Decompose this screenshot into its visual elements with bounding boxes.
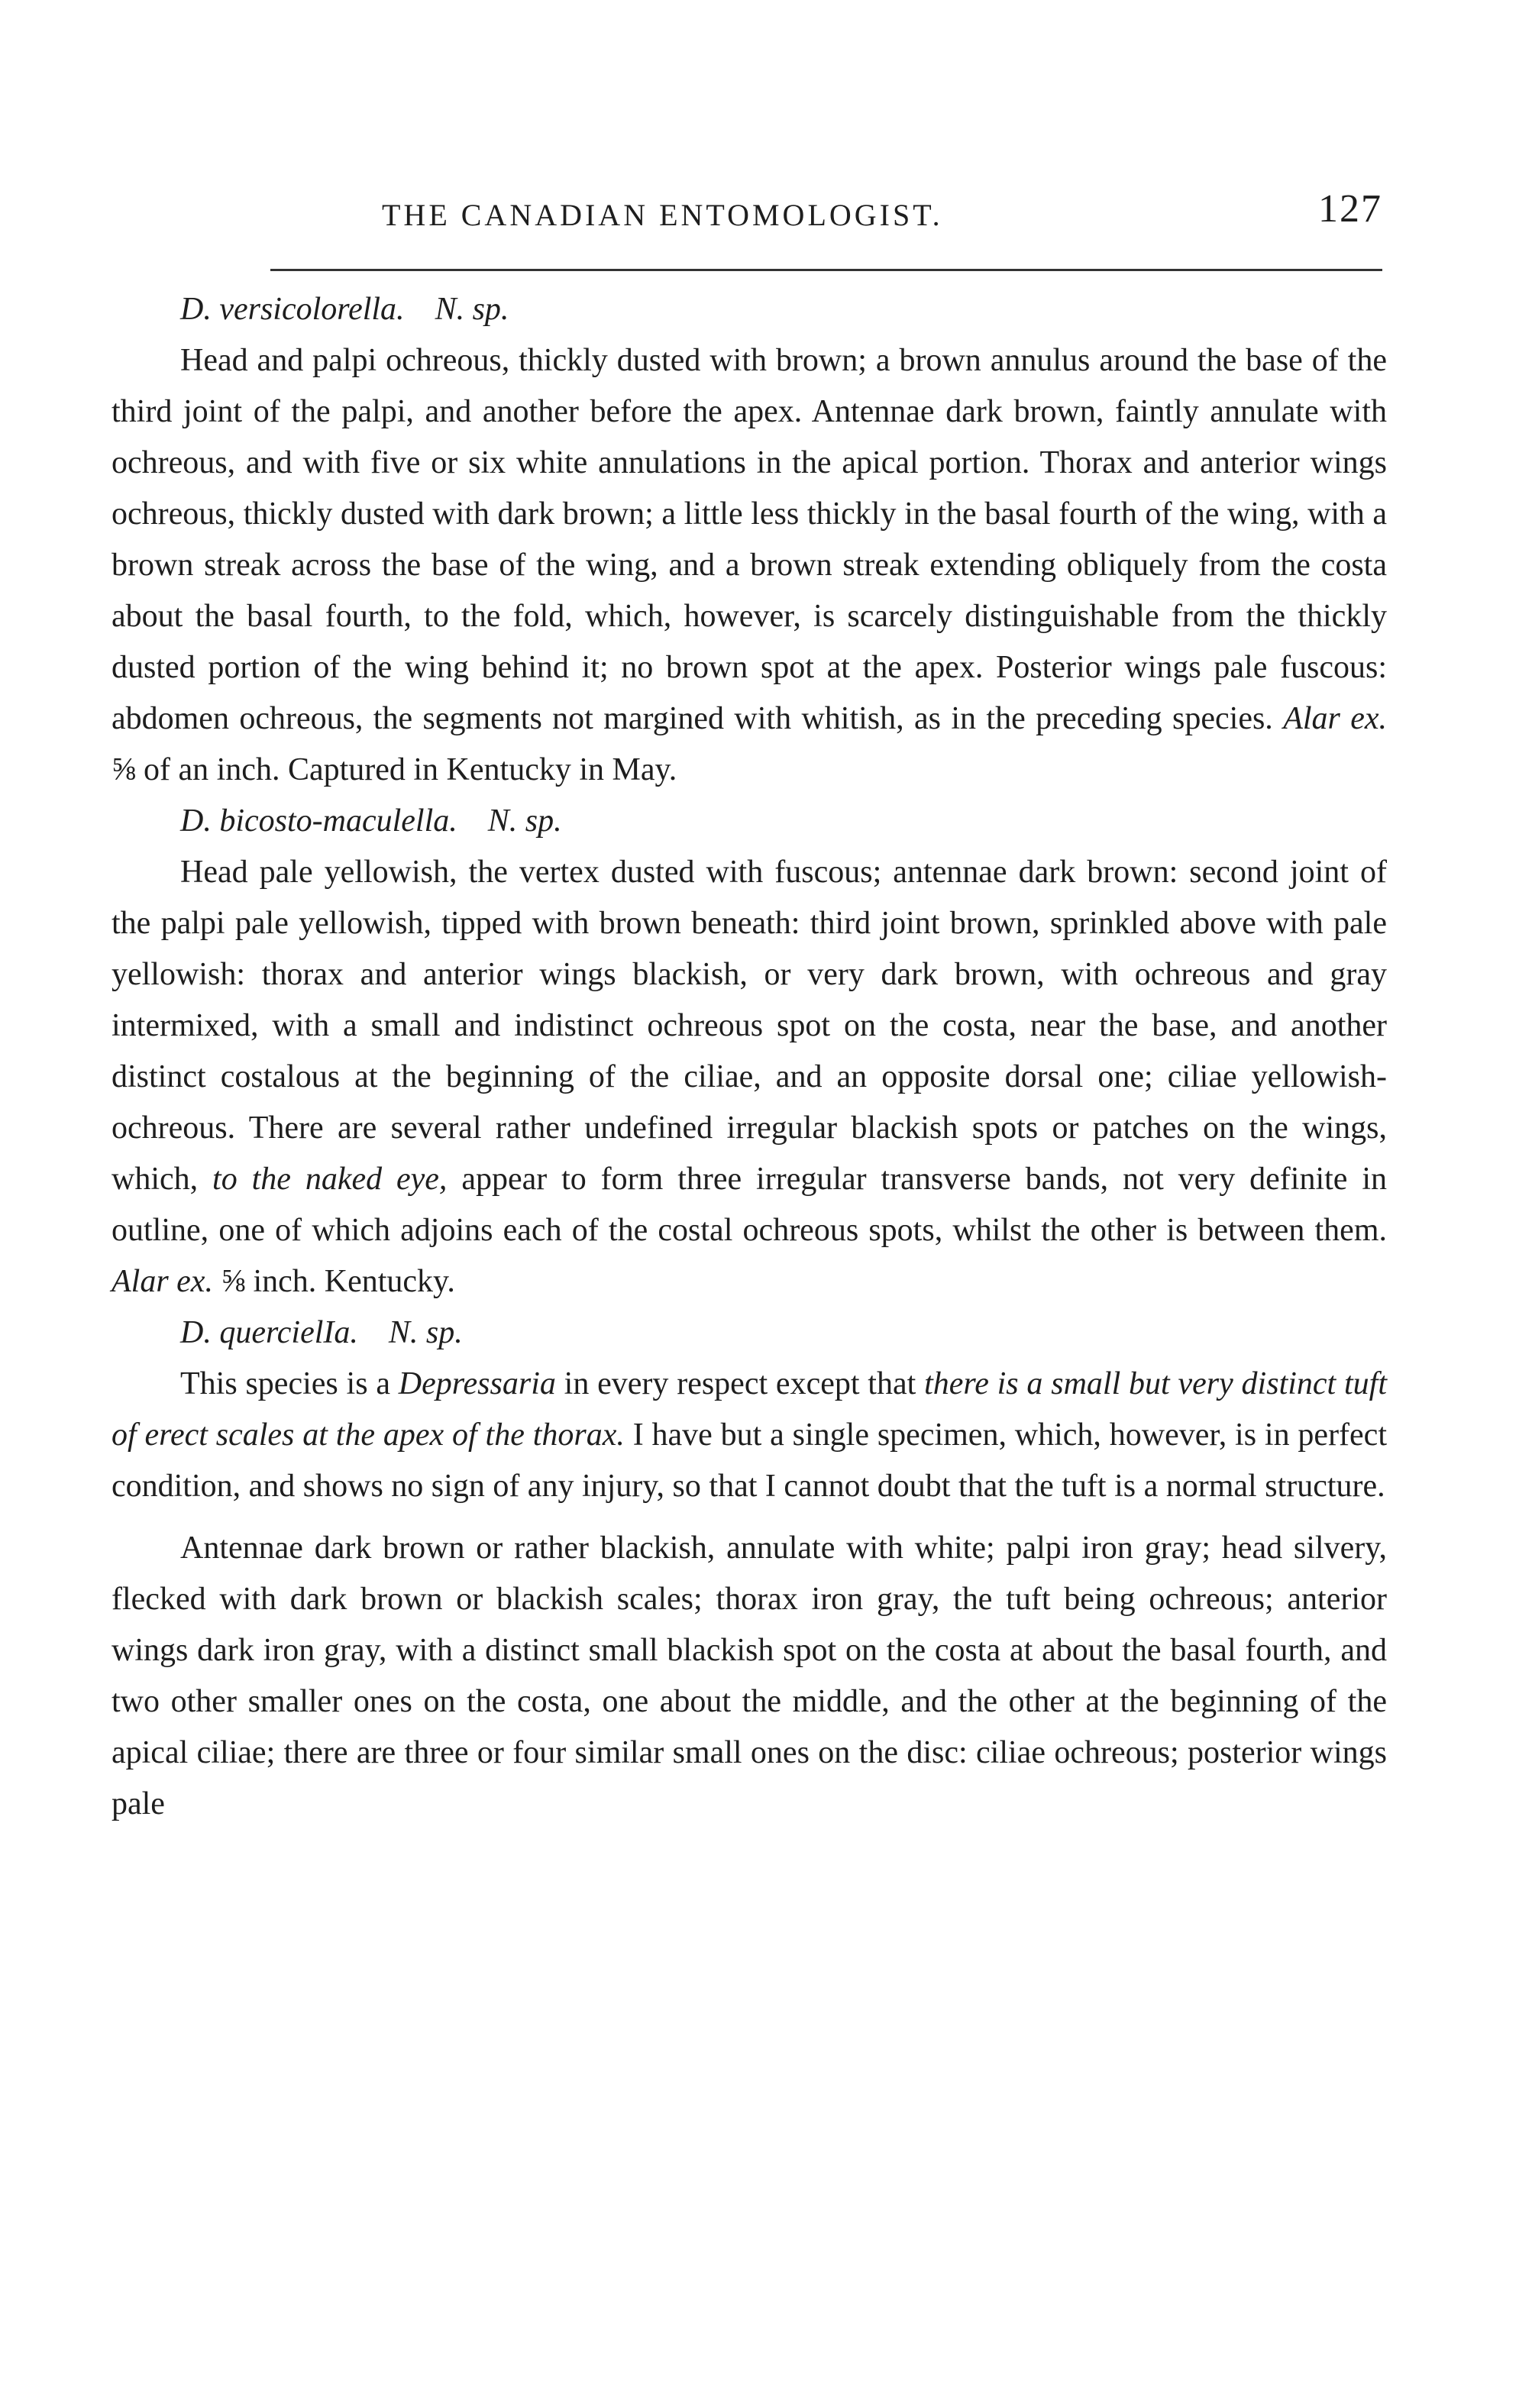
body-text: [112, 284, 1387, 1830]
species-designation: N. sp.: [388, 1315, 463, 1350]
italic-run: Alar ex.: [112, 1264, 213, 1299]
italic-run: there is a small but very distinct tuft of erect scales at the apex of the thorax.: [112, 1366, 1388, 1453]
text-run: in every respect except that: [555, 1366, 925, 1401]
page-header: [267, 183, 1382, 244]
running-title: THE CANADIAN ENTOMOLOGIST.: [382, 198, 943, 232]
text-run: I have but a single specimen, which, however, is in perfect condition, and shows no sign of any injury, so that I cannot doubt that the tuft is a normal structure.: [112, 1417, 1387, 1504]
text-run: Head and palpi ochreous, thickly dusted with brown; a brown annulus around the base of the third joint of the palpi, and another before the apex. Antennae dark brown, faintly annulate with ochreous, and with five or six white annulations in the apical portion. Thorax and anterior wings ochreous, thickly dusted with dark brown; a little less thickly in the basal fourth of the wing, with a brown streak across the base of the wing, and a brown streak extending obliquely from the costa about the basal fourth, to the fold, which, however, is scarcely distinguishable from the thickly dusted portion of the wing behind it; no brown spot at the apex. Posterior wings pale fuscous: abdomen ochreous, the segments not margined with whitish, as in the preceding species.: [112, 343, 1387, 736]
species-heading: [112, 796, 1387, 847]
species-paragraph: [112, 847, 1387, 1307]
text-run: Head pale yellowish, the vertex dusted with fuscous; antennae dark brown: second joint of the palpi pale yellowish, tipped with brown beneath: third joint brown, sprinkled above with pale yellowish: thorax and anterior wings blackish, or very dark brown, with ochreous and gray intermixed, with a small and indistinct ochreous spot on the costa, near the base, and another distinct costalous at the beginning of the ciliae, and an opposite dorsal one; ciliae yellowish-ochreous. There are several rather undefined irregular blackish spots or patches on the wings, which,: [112, 855, 1387, 1197]
species-paragraph: [112, 1523, 1387, 1830]
species-designation: N. sp.: [435, 292, 509, 327]
species-name: D. quercielIa.: [180, 1315, 358, 1350]
text-run: ⅝ of an inch. Captured in Kentucky in May.: [112, 752, 677, 787]
species-name: D. versicolorella.: [180, 292, 405, 327]
italic-run: to the naked eye,: [212, 1162, 448, 1197]
text-run: Antennae dark brown or rather blackish, annulate with white; palpi iron gray; head silvery, flecked with dark brown or blackish scales; thorax iron gray, the tuft being ochreous; anterior wings dark iron gray, with a distinct small blackish spot on the costa at about the basal fourth, and two other smaller ones on the costa, one about the middle, and the other at the beginning of the apical ciliae; there are three or four similar small ones on the disc: ciliae ochreous; posterior wings pale: [112, 1530, 1387, 1821]
text-run: ⅝ inch. Kentucky.: [212, 1264, 455, 1299]
species-paragraph: [112, 335, 1387, 796]
species-designation: N. sp.: [487, 803, 562, 839]
text-run: This species is a: [180, 1366, 399, 1401]
italic-run: Alar ex.: [1283, 701, 1388, 736]
page-number: 127: [1318, 187, 1382, 231]
header-rule: [270, 269, 1382, 271]
italic-run: Depressaria: [398, 1366, 556, 1401]
paragraph-gap: [112, 1512, 1387, 1523]
species-heading: [112, 1307, 1387, 1359]
species-name: D. bicosto-maculella.: [180, 803, 457, 839]
species-heading: [112, 284, 1387, 335]
text-run: appear to form three irregular transverse bands, not very definite in outline, one of which adjoins each of the costal ochreous spots, whilst the other is between them.: [112, 1162, 1387, 1248]
species-paragraph: [112, 1359, 1387, 1512]
